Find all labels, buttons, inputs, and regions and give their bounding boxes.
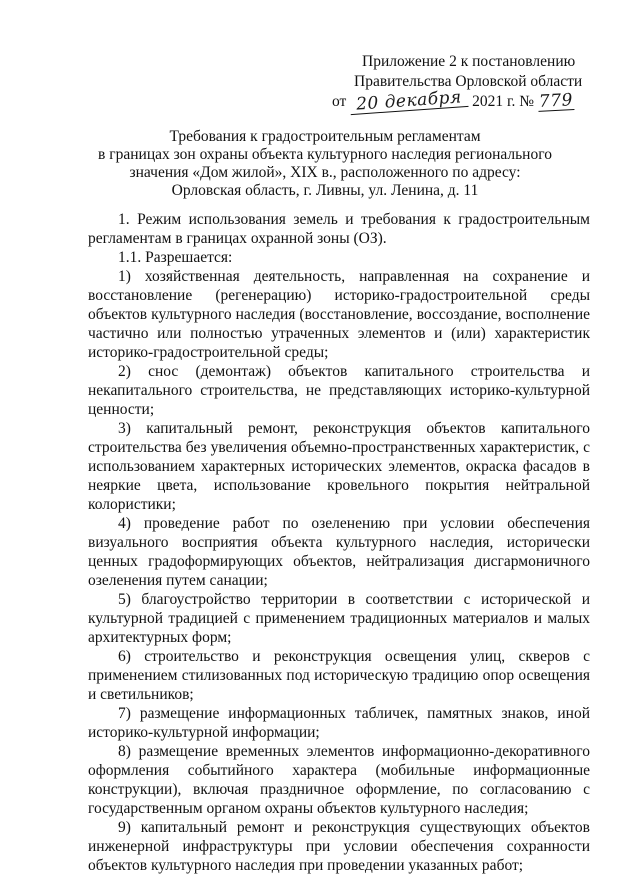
from-label: от — [332, 93, 347, 110]
section-heading: 1. Режим использования земель и требования к градостроительным регламентам в границах охранной зоны (ОЗ). — [88, 211, 590, 247]
appendix-line-2: Правительства Орловской области — [354, 73, 583, 90]
title-line: значения «Дом жилой», XIX в., расположенного по адресу: — [129, 164, 521, 181]
list-item: 5) благоустройство территории в соответствии с исторической и культурной традицией с применением традиционных материалов и малых архитектурных форм; — [88, 591, 590, 646]
appendix-header — [330, 52, 590, 115]
list-item: 1) хозяйственная деятельность, направленная на сохранение и восстановление (регенерацию) историко-градостроительной среды объектов культурного наследия (восстановление, воссоздание, восполнение частично или полностью утраченных элементов и (или) характеристик историко-градостроительной среды; — [88, 268, 590, 361]
list-item: 3) капитальный ремонт, реконструкция объектов капитального строительства без увеличения объемно-пространственных характеристик, с использованием характерных исторических элементов, окраска фасадов в неяркие цвета, использование кровельного покрытия нейтральной колористики; — [88, 420, 590, 513]
document-title — [90, 128, 560, 200]
year-label: 2021 г. № — [472, 93, 535, 110]
title-line: в границах зон охраны объекта культурного наследия регионального — [98, 146, 552, 163]
section-subheading: 1.1. Разрешается: — [118, 249, 233, 266]
document-body — [88, 210, 590, 875]
list-item: 9) капитальный ремонт и реконструкция существующих объектов инженерной инфраструктуры при условии обеспечения сохранности объектов культурного наследия при проведении указанных работ; — [88, 819, 590, 874]
list-item: 6) строительство и реконструкция освещения улиц, скверов с применением стилизованных под историческую традицию опор освещения и светильников; — [88, 648, 590, 703]
list-item: 4) проведение работ по озеленению при условии обеспечения визуального восприятия объекта культурного наследия, исторически ценных градоформирующих объектов, нейтрализация дисгармоничного озеленения путем санации; — [88, 515, 590, 589]
list-item: 8) размещение временных элементов информационно-декоративного оформления событийного характера (мобильные информационные конструкции), включая праздничное оформление, по согласованию с государственным органом охраны объектов культурного наследия; — [88, 743, 590, 817]
list-item: 2) снос (демонтаж) объектов капитального строительства и некапитального строительства, не представляющих историко-культурной ценности; — [88, 363, 590, 418]
appendix-line-1: Приложение 2 к постановлению — [362, 53, 576, 70]
list-item: 7) размещение информационных табличек, памятных знаков, иной историко-культурной информации; — [88, 705, 590, 741]
handwritten-date: 20 декабря — [350, 88, 469, 115]
appendix-line-3 — [330, 87, 590, 115]
handwritten-number: 779 — [538, 90, 574, 112]
title-line: Требования к градостроительным регламентам — [169, 128, 481, 145]
title-line: Орловская область, г. Ливны, ул. Ленина, д. 11 — [171, 182, 479, 199]
